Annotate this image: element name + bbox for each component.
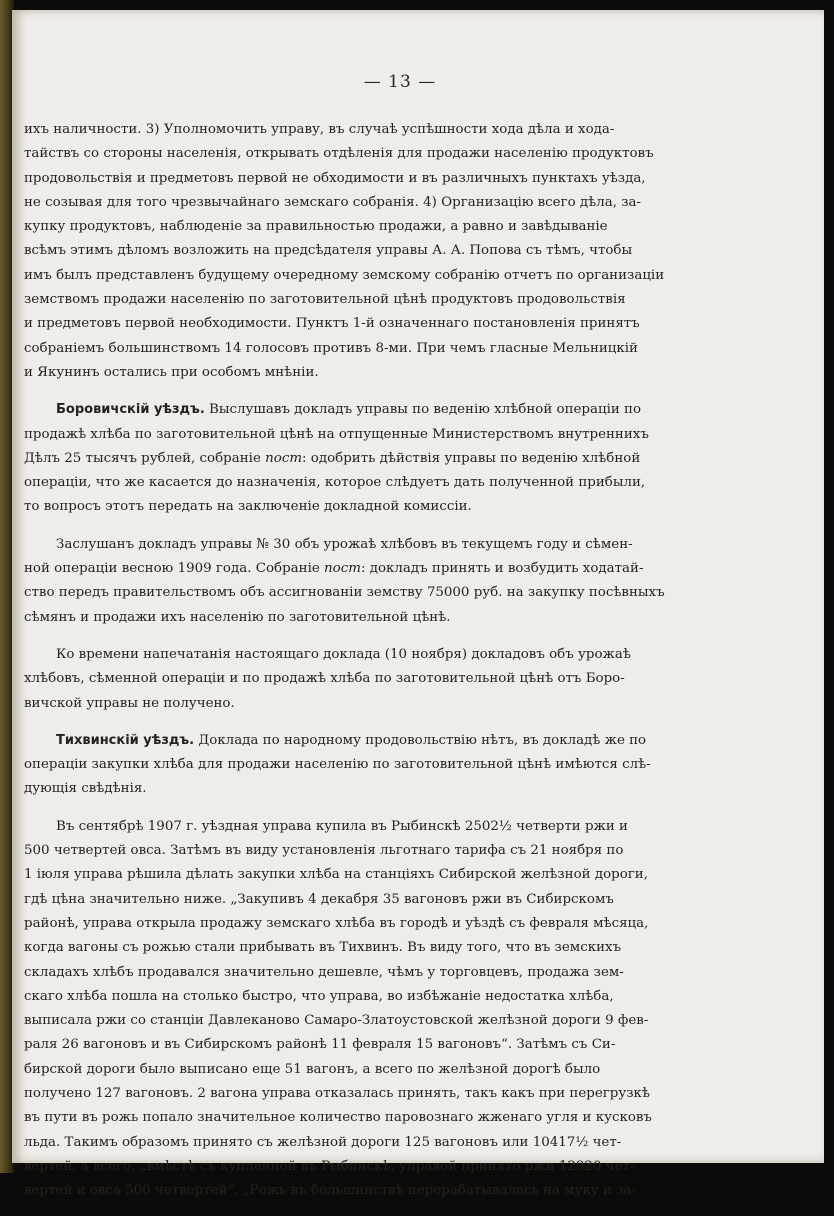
text-run: Выслушавъ докладъ управы по веденію хлѣбной операціи по	[204, 402, 642, 418]
text-line: то вопросъ этотъ передать на заключеніе докладной комиссіи.	[24, 499, 472, 515]
text-line: 1 іюля управа рѣшила дѣлать закупки хлѣба на станціяхъ Сибирской желѣзной дороги,	[24, 867, 648, 883]
text-line: Ко времени напечатанія настоящаго доклада (10 ноября) докладовъ объ урожаѣ	[56, 646, 631, 662]
text-run: : докладъ принять и возбудить ходатай-	[360, 561, 644, 577]
text-line	[24, 447, 782, 471]
text-line: Заслушанъ докладъ управы № 30 объ урожаѣ хлѣбовъ въ текущемъ году и сѣмен-	[56, 536, 633, 552]
paragraph-6	[24, 815, 782, 1204]
text-line: всѣмъ этимъ дѣломъ возложить на предсѣдателя управы А. А. Попова съ тѣмъ, чтобы	[24, 243, 633, 259]
text-line: операціи закупки хлѣба для продажи населенію по заготовительной цѣнѣ имѣются слѣ-	[24, 757, 651, 773]
text-line: имъ былъ представленъ будущему очередному земскому собранію отчетъ по организаціи	[24, 267, 665, 283]
text-line: получено 127 вагоновъ. 2 вагона управа отказалась принять, такъ какъ при перегрузкѣ	[24, 1085, 650, 1101]
text-line: земствомъ продажи населенію по заготовительной цѣнѣ продуктовъ продовольствія	[24, 292, 626, 308]
text-line: складахъ хлѣбъ продавался значительно дешевле, чѣмъ у торговцевъ, продажа зем-	[24, 964, 624, 980]
text-line: Въ сентябрѣ 1907 г. уѣздная управа купила въ Рыбинскѣ 2502½ четверти ржи и	[56, 818, 628, 834]
text-line: 500 четвертей овса. Затѣмъ въ виду установленія льготнаго тарифа съ 21 ноября по	[24, 843, 624, 859]
text-line: въ пути въ рожь попало значительное количество паровознаго жженаго угля и кусковъ	[24, 1110, 652, 1126]
italic-abbreviation: пост	[324, 561, 361, 577]
paragraph-3	[24, 533, 782, 630]
text-line: районѣ, управа открыла продажу земскаго хлѣба въ городѣ и уѣздѣ съ февраля мѣсяца,	[24, 915, 649, 931]
text-run: ной операціи весною 1909 года. Собраніе	[24, 561, 325, 577]
text-line: продажѣ хлѣба по заготовительной цѣнѣ на отпущенные Министерствомъ внутреннихъ	[24, 426, 649, 442]
text-line: вичской управы не получено.	[24, 695, 235, 711]
italic-abbreviation: пост	[265, 450, 303, 466]
paragraph-borovichi	[24, 398, 782, 519]
text-line: сѣмянъ и продажи ихъ населенію по заготовительной цѣнѣ.	[24, 609, 451, 625]
text-line: льда. Такимъ образомъ принято съ желѣзной дороги 125 вагоновъ или 10417½ чет-	[24, 1134, 622, 1150]
text-run: Дѣлъ 25 тысячъ рублей, собраніе	[24, 450, 266, 466]
text-line: дующія свѣдѣнія.	[24, 781, 147, 797]
text-line: хлѣбовъ, сѣменной операціи и по продажѣ хлѣба по заготовительной цѣнѣ отъ Боро-	[24, 671, 625, 687]
text-line: ство передъ правительствомъ объ ассигнованіи земству 75000 руб. на закупку посѣвныхъ	[24, 585, 665, 601]
text-line: скаго хлѣба пошла на столько быстро, что управа, во избѣжаніе недостатка хлѣба,	[24, 988, 614, 1004]
paragraph-4	[24, 643, 782, 716]
page-number: — 13 —	[363, 72, 437, 92]
text-run: Доклада по народному продовольствію нѣтъ, въ докладѣ же по	[194, 732, 647, 748]
text-line: и Якунинъ остались при особомъ мнѣніи.	[24, 364, 319, 380]
text-line: ихъ наличности. 3) Уполномочить управу, въ случаѣ успѣшности хода дѣла и хода-	[24, 122, 615, 137]
text-line: раля 26 вагоновъ и въ Сибирскомъ районѣ 11 февраля 15 вагоновъ“. Затѣмъ съ Си-	[24, 1037, 616, 1053]
text-line: когда вагоны съ рожью стали прибывать въ Тихвинъ. Въ виду того, что въ земскихъ	[24, 940, 622, 956]
text-line: вертей и овса 500 четвертей“. „Рожь въ большинствѣ перерабатывалась на муку и за-	[24, 1183, 636, 1199]
text-line: не созывая для того чрезвычайнаго земскаго собранія. 4) Организацію всего дѣла, за-	[24, 194, 642, 210]
section-heading: Боровичскій уѣздъ.	[56, 402, 205, 418]
page-body	[24, 118, 782, 1216]
text-line: операціи, что же касается до назначенія, которое слѣдуетъ дать полученной прибыли,	[24, 475, 646, 491]
text-line	[24, 398, 782, 422]
text-line	[24, 557, 782, 581]
paragraph-tikhvin	[24, 729, 782, 802]
paragraph-1	[24, 118, 782, 385]
text-line: продовольствія и предметовъ первой не обходимости и въ различныхъ пунктахъ уѣзда,	[24, 170, 646, 186]
text-line: купку продуктовъ, наблюденіе за правильностью продажи, а равно и завѣдываніе	[24, 219, 608, 235]
text-line: собраніемъ большинствомъ 14 голосовъ противъ 8-ми. При чемъ гласные Мельницкій	[24, 340, 638, 356]
text-line: гдѣ цѣна значительно ниже. „Закупивъ 4 декабря 35 вагоновъ ржи въ Сибирскомъ	[24, 891, 614, 907]
section-heading: Тихвинскій уѣздъ.	[56, 732, 195, 748]
text-line: и предметовъ первой необходимости. Пунктъ 1-й означеннаго постановленія принятъ	[24, 316, 640, 332]
text-line: выписала ржи со станціи Давлеканово Самаро-Златоустовской желѣзной дороги 9 фев-	[24, 1013, 649, 1029]
text-line: вертей, а всего, „вмѣстѣ съ купленной въ Рыбинскѣ, управой принято ржи 12920 чет-	[24, 1158, 635, 1174]
text-run: : одобрить дѣйствія управы по веденію хлѣбной	[302, 450, 641, 466]
text-line	[24, 729, 782, 753]
text-line: тайствъ со стороны населенія, открывать отдѣленія для продажи населенію продуктовъ	[24, 146, 654, 162]
text-line: бирской дороги было выписано еще 51 вагонъ, а всего по желѣзной дорогѣ было	[24, 1061, 601, 1077]
book-page	[12, 10, 824, 1199]
